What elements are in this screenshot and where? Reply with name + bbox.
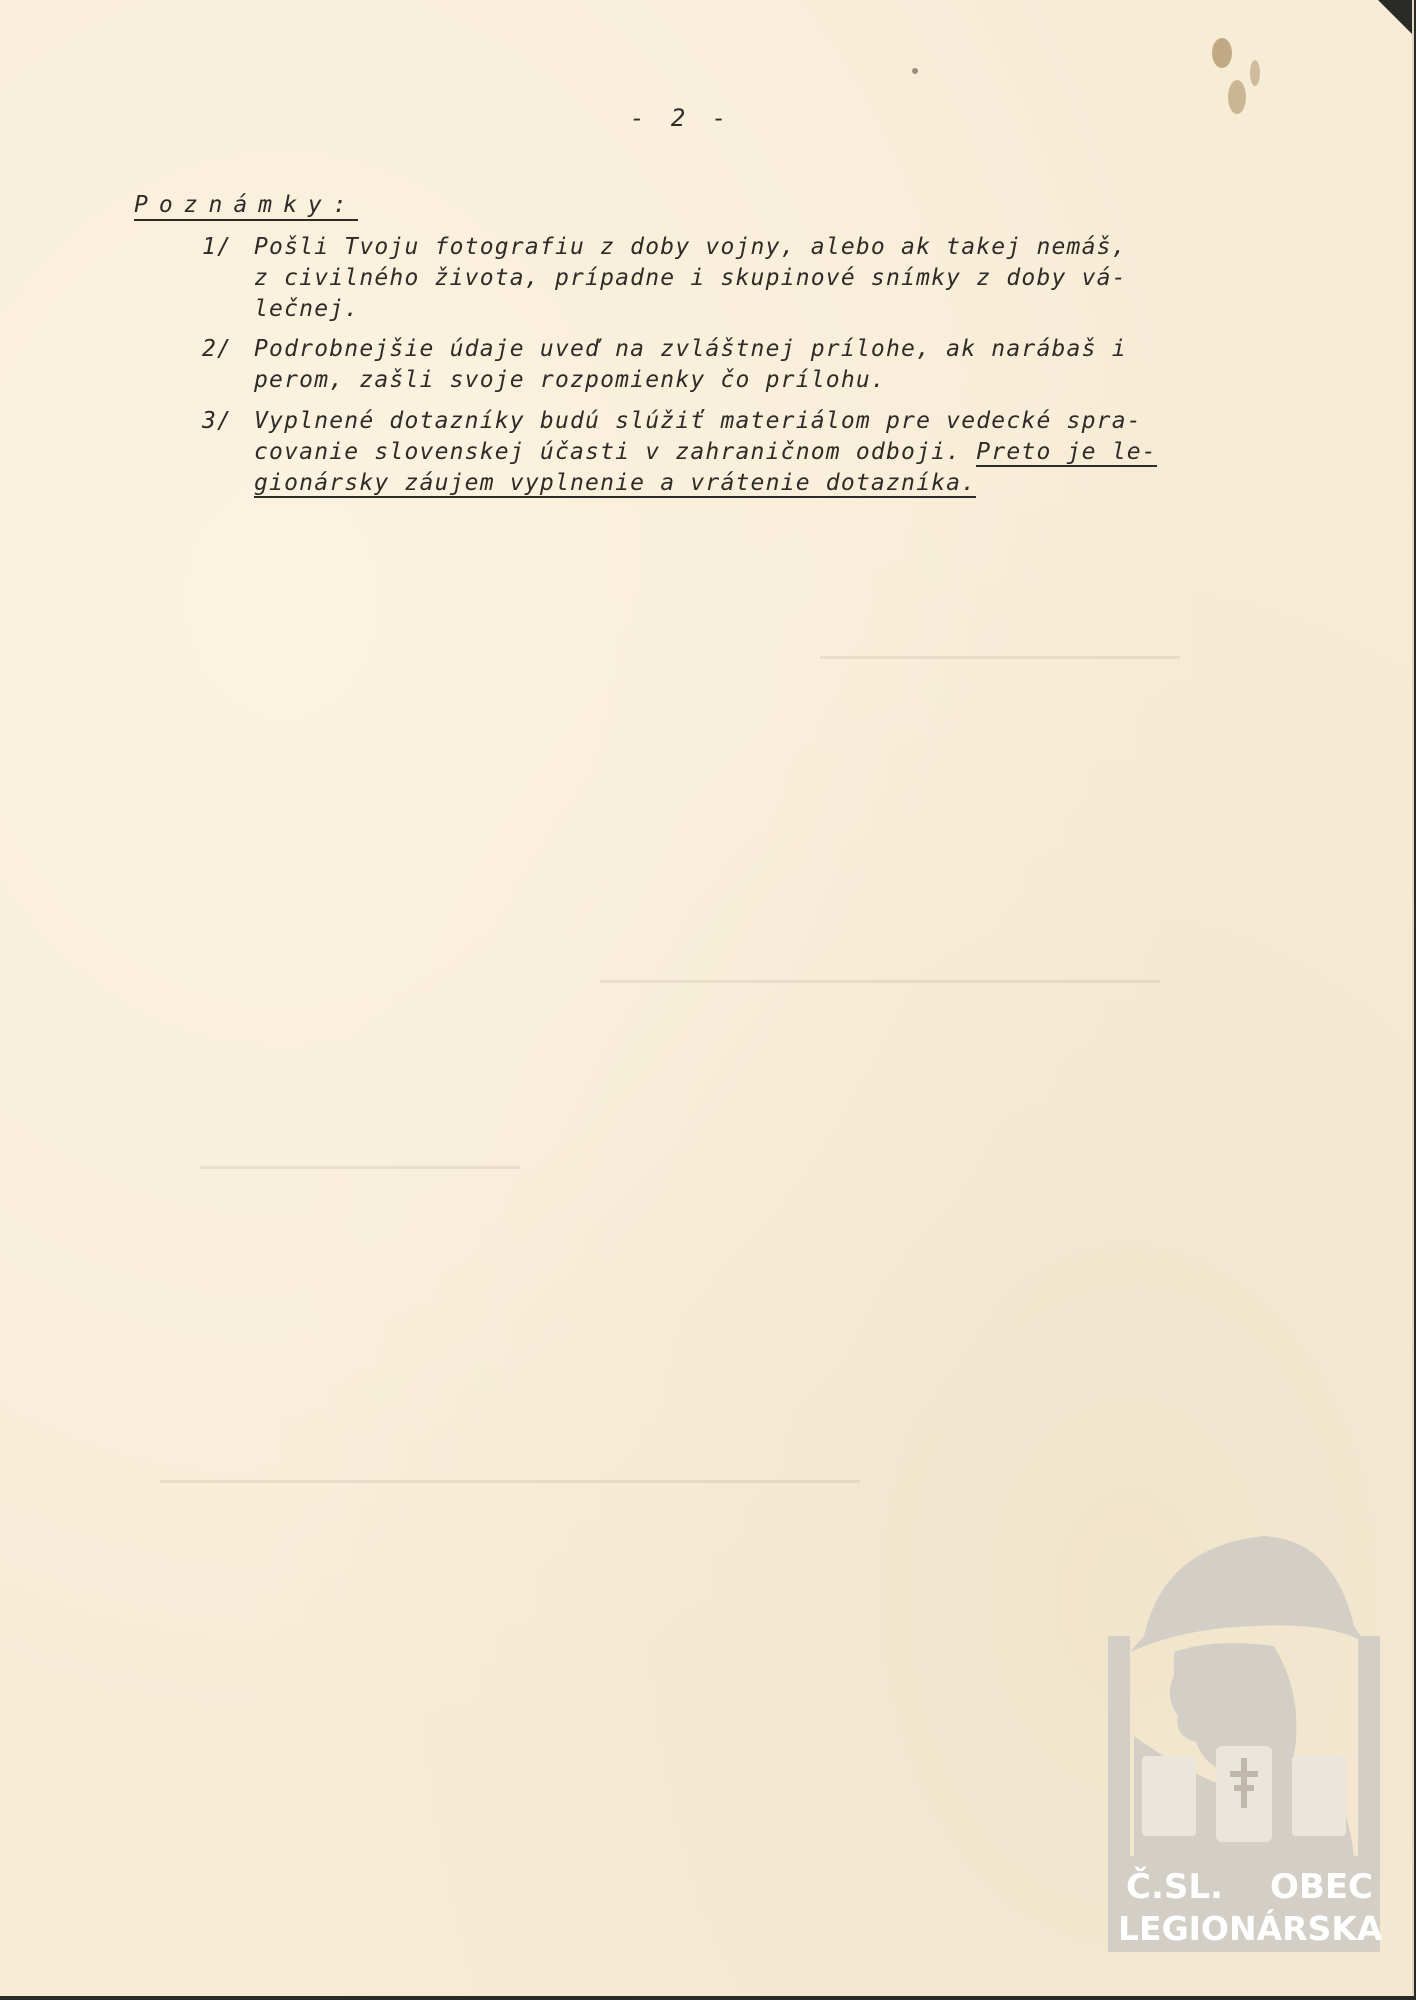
notes-heading: Poznámky: [134,192,358,221]
note-line: Podrobnejšie údaje uveď na zvláštnej prílohe, ak narábaš i [254,336,1127,362]
bleed-through [600,980,1160,983]
note-line: Vyplnené dotazníky budú slúžiť materiálom pre vedecké spra- [254,408,1142,434]
note-line: lečnej. [254,296,360,322]
paper-stain [1228,80,1246,114]
note-number: 3/ [202,408,233,434]
underlined-emphasis: Preto je le- [976,439,1157,465]
note-number: 1/ [202,234,233,260]
paper-speck [912,68,918,74]
bleed-through [820,656,1180,659]
paper-stain [1212,38,1232,68]
coat-of-arms-icon [1142,1746,1346,1842]
paper-stain [1250,60,1260,86]
note-line: z civilného života, prípadne i skupinové snímky z doby vá- [254,265,1127,291]
underlined-emphasis: gionársky záujem vyplnenie a vrátenie dotazníka. [254,470,977,496]
note-line: Pošli Tvoju fotografiu z doby vojny, alebo ak takej nemáš, [254,234,1127,260]
note-line: perom, zašli svoje rozpomienky čo prílohu. [254,367,886,393]
note-text: covanie slovenskej účasti v zahraničnom odboji. [254,439,962,465]
logo-text-right: OBEC [1270,1867,1373,1907]
note-number: 2/ [202,336,233,362]
logo-text-bottom: LEGIONÁRSKA [1118,1909,1383,1948]
bleed-through [160,1480,860,1483]
note-line [254,439,1157,465]
legion-watermark [1104,1526,1384,1956]
bleed-through [200,1166,520,1169]
folded-corner [1378,0,1412,34]
page-number: - 2 - [630,104,733,132]
logo-text-left: Č.SL. [1126,1867,1223,1907]
